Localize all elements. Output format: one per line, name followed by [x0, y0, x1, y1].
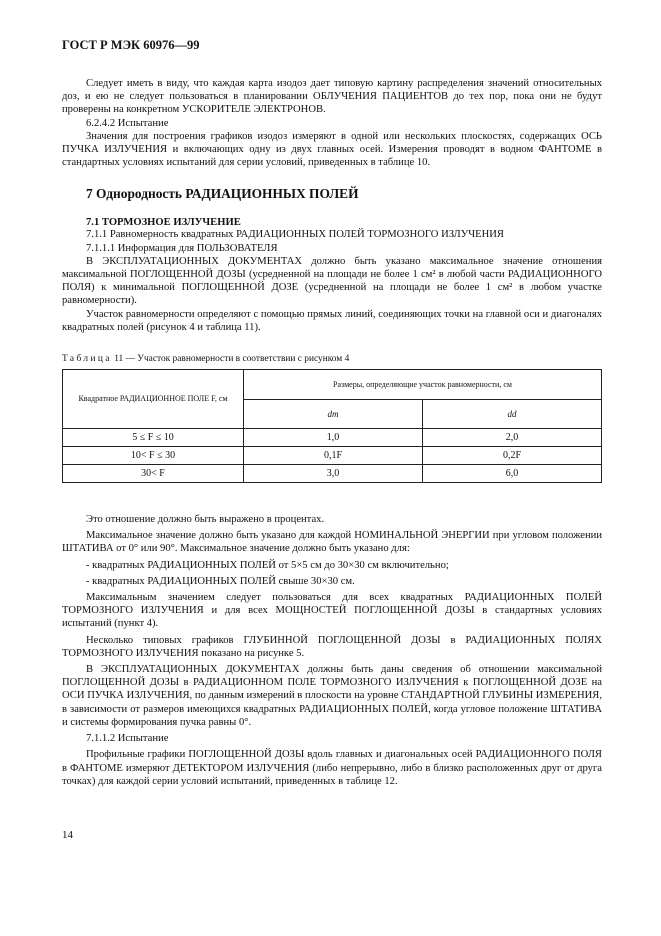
- paragraph-use-max: Максимальным значением следует пользоваться для всех квадратных РАДИАЦИОННЫХ ПОЛЕЙ ТОРМОЗНОГО ИЗЛУЧЕНИЯ и для всех МОЩНОСТЕЙ ПОГЛОЩЕННОЙ ДОЗЫ в стандартных условиях испытаний (пункт 4).: [62, 592, 602, 630]
- table-row: [63, 429, 602, 447]
- table-caption: [62, 354, 602, 364]
- table-cell: 30< F: [63, 465, 244, 483]
- table-cell: 6,0: [422, 465, 601, 483]
- table-row: [63, 465, 602, 483]
- paragraph-max-ratio: В ЭКСПЛУАТАЦИОННЫХ ДОКУМЕНТАХ должно быть указано максимальное значение отношения максимальной ПОГЛОЩЕННОЙ ДОЗЫ (усредненной на площади не более 1 см² в любой части РАДИАЦИОННОГО ПОЛЯ) к минимальной ПОГЛОЩЕННОЙ ДОЗЕ (усредненной на площади не более 1 см² в любом участке равномерности).: [62, 255, 602, 307]
- paragraph-isodose-note: Следует иметь в виду, что каждая карта изодоз дает типовую картину распределения значений относительных доз, и ею не следует пользоваться в планировании ОБЛУЧЕНИЯ ПАЦИЕНТОВ до тех пор, пока они не будут проверены на конкретном УСКОРИТЕЛЕ ЭЛЕКТРОНОВ.: [62, 78, 602, 116]
- paragraph-isodose-test: Значения для построения графиков изодоз измеряют в одной или нескольких плоскостях, содержащих ОСЬ ПУЧКА ИЗЛУЧЕНИЯ и включающих одну из двух главных осей. Измерения проводят в водном ФАНТОМЕ в стандартных условиях испытаний для серии условий, приведенных в таблице 10.: [62, 130, 602, 169]
- table-cell: 2,0: [422, 429, 601, 447]
- paragraph-percent: Это отношение должно быть выражено в процентах.: [86, 514, 325, 526]
- table-cell: 5 ≤ F ≤ 10: [63, 429, 244, 447]
- table-header-field: Квадратное РАДИАЦИОННОЕ ПОЛЕ F, см: [63, 370, 244, 429]
- subsection-7-1-1-1: 7.1.1.1 Информация для ПОЛЬЗОВАТЕЛЯ: [86, 242, 278, 254]
- table-caption-label: Таблица: [62, 354, 112, 365]
- table-cell: 1,0: [244, 429, 423, 447]
- subsection-7-1-1: 7.1.1 Равномерность квадратных РАДИАЦИОННЫХ ПОЛЕЙ ТОРМОЗНОГО ИЗЛУЧЕНИЯ: [86, 229, 504, 241]
- paragraph-uniformity-area: Участок равномерности определяют с помощью прямых линий, соединяющих точки на главной оси и диагоналях квадратных полей (рисунок 4 и таблица 11).: [62, 308, 602, 333]
- table-caption-text: 11 — Участок равномерности в соответствии с рисунком 4: [114, 354, 350, 365]
- running-header: ГОСТ Р МЭК 60976—99: [62, 38, 200, 52]
- table-cell: 10< F ≤ 30: [63, 447, 244, 465]
- section-7-1-title: 7.1 ТОРМОЗНОЕ ИЗЛУЧЕНИЕ: [86, 217, 241, 229]
- paragraph-profile-test: Профильные графики ПОГЛОЩЕННОЙ ДОЗЫ вдоль главных и диагональных осей РАДИАЦИОННОГО ПОЛЯ в ФАНТОМЕ измеряют ДЕТЕКТОРОМ ИЗЛУЧЕНИЯ (либо непрерывно, либо в близко расположенных друг от друга точках) для каждой серии условий испытаний, приведенных в таблице 12.: [62, 749, 602, 787]
- paragraph-max-value: Максимальное значение должно быть указано для каждой НОМИНАЛЬНОЙ ЭНЕРГИИ при угловом положении ШТАТИВА от 0° или 90°. Максимальное значение должно быть указано для:: [62, 530, 602, 555]
- list-item: - квадратных РАДИАЦИОННЫХ ПОЛЕЙ от 5×5 см до 30×30 см включительно;: [86, 559, 449, 571]
- subsection-6-2-4-2: 6.2.4.2 Испытание: [86, 117, 169, 129]
- paragraph-depth-dose: Несколько типовых графиков ГЛУБИННОЙ ПОГЛОЩЕННОЙ ДОЗЫ в РАДИАЦИОННЫХ ПОЛЯХ ТОРМОЗНОГО ИЗЛУЧЕНИЯ показано на рисунке 5.: [62, 634, 602, 659]
- table-row: [63, 447, 602, 465]
- list-item: - квадратных РАДИАЦИОННЫХ ПОЛЕЙ свыше 30×30 см.: [86, 575, 355, 587]
- page-number: 14: [62, 829, 73, 841]
- table-header-dimensions: Размеры, определяющие участок равномерности, см: [244, 370, 602, 400]
- section-7-title: 7 Однородность РАДИАЦИОННЫХ ПОЛЕЙ: [86, 186, 359, 202]
- table-cell: 3,0: [244, 465, 423, 483]
- paragraph-ratio-info: В ЭКСПЛУАТАЦИОННЫХ ДОКУМЕНТАХ должны быть даны сведения об отношении максимальной ПОГЛОЩЕННОЙ ДОЗЫ в РАДИАЦИОННОМ ПОЛЕ ТОРМОЗНОГО ИЗЛУЧЕНИЯ к ПОГЛОЩЕННОЙ ДОЗЕ на ОСИ ПУЧКА ИЗЛУЧЕНИЯ, по данным измерений в плоскости на уровне СТАНДАРТНОЙ ГЛУБИНЫ ИЗМЕРЕНИЯ, в зависимости от размеров имеющихся квадратных РАДИАЦИОННЫХ ПОЛЕЙ, когда угловое положение ШТАТИВА и системы формирования пучка равны 0°.: [62, 664, 602, 728]
- table-cell: 0,1F: [244, 447, 423, 465]
- table-subheader-dm: dm: [244, 399, 423, 429]
- table-cell: 0,2F: [422, 447, 601, 465]
- table-subheader-dd: dd: [422, 399, 601, 429]
- document-page: [62, 38, 602, 788]
- subsection-7-1-1-2: 7.1.1.2 Испытание: [86, 733, 169, 745]
- uniformity-table: [62, 369, 602, 483]
